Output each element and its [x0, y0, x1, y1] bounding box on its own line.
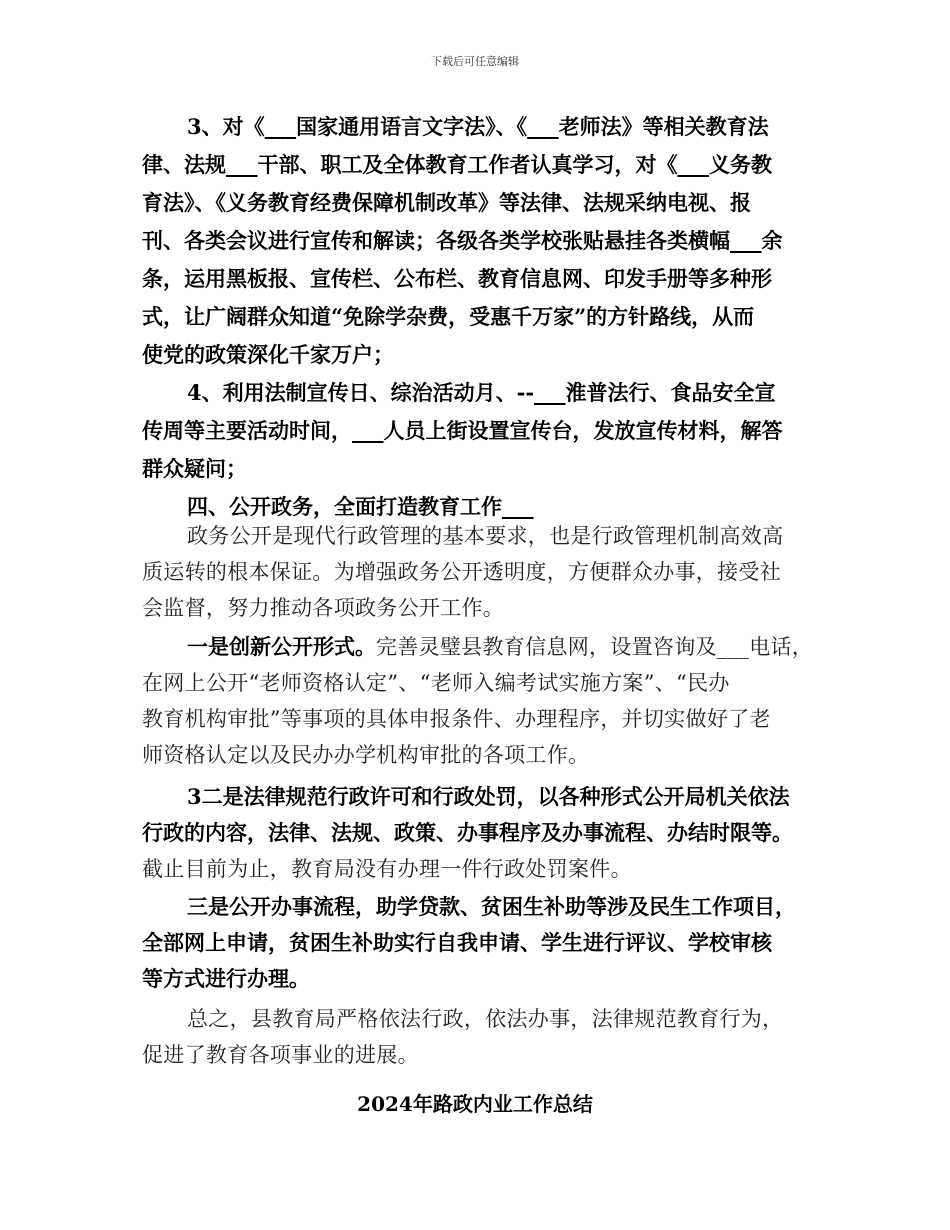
next-document-title: 2024年路政内业工作总结	[357, 1092, 593, 1116]
section-heading-text: 四、公开政务，全面打造教育工作___	[187, 494, 534, 519]
inline-text: 完善灵璧县教育信息网，设置咨询及___电话，	[376, 635, 814, 659]
text-line: 总之，县教育局严格依法行政，依法办事，法律规范教育行为，	[187, 1007, 784, 1031]
text-line: 行政的内容，法律、法规、政策、办事程序及办事流程、办结时限等。	[142, 820, 793, 845]
text-line: 育法》、《义务教育经费保障机制改革》等法律、法规采纳电视、报	[142, 190, 751, 215]
text-line: 等方式进行办理。	[142, 966, 310, 991]
text-line: 群众疑问；	[142, 456, 247, 481]
text-line: 截止目前为止，教育局没有办理一件行政处罚案件。	[142, 857, 632, 881]
text-line: 教育机构审批”等事项的具体申报条件、办理程序，并切实做好了老	[142, 707, 771, 731]
page-header: 下载后可任意编辑	[431, 55, 519, 68]
text-line: 式，让广阔群众知道“免除学杂费，受惠千万家”的方针路线，从而	[142, 304, 755, 329]
text-line: 全部网上申请，贫困生补助实行自我申请、学生进行评议、学校审核	[142, 930, 772, 955]
text-line: 师资格认定以及民办办学机构审批的各项工作。	[142, 743, 590, 767]
inline-bold-lead: 一是创新公开形式。	[187, 634, 376, 659]
text-line: 三是公开办事流程，助学贷款、贫困生补助等涉及民生工作项目，	[187, 894, 796, 919]
text-line: 4、利用法制宣传日、综治活动月、--___淮普法行、食品安全宣	[187, 380, 776, 405]
text-line: 3二是法律规范行政许可和行政处罚，以各种形式公开局机关依法	[187, 784, 790, 809]
text-line: 在网上公开“老师资格认定”、“老师入编考试实施方案”、“民办	[142, 671, 730, 695]
text-line: 质运转的根本保证。为增强政务公开透明度，方便群众办事，接受社	[142, 560, 781, 584]
text-line: 政务公开是现代行政管理的基本要求，也是行政管理机制高效高	[187, 524, 784, 548]
text-line: 律、法规___干部、职工及全体教育工作者认真学习，对《___义务教	[142, 152, 772, 177]
text-line: 促进了教育各项事业的进展。	[142, 1043, 419, 1067]
text-line: 刊、各类会议进行宣传和解读；各级各类学校张贴悬挂各类横幅___余	[142, 228, 783, 253]
text-line	[187, 633, 813, 661]
text-line: 会监督，努力推动各项政务公开工作。	[142, 596, 505, 620]
text-line: 传周等主要活动时间，___人员上街设置宣传台，发放宣传材料，解答	[142, 418, 783, 443]
text-line: 3、对《___国家通用语言文字法》、《___老师法》等相关教育法	[187, 114, 769, 139]
text-line: 条，运用黑板报、宣传栏、公布栏、教育信息网、印发手册等多种形	[142, 266, 772, 291]
text-line: 使党的政策深化千家万户；	[142, 342, 394, 367]
